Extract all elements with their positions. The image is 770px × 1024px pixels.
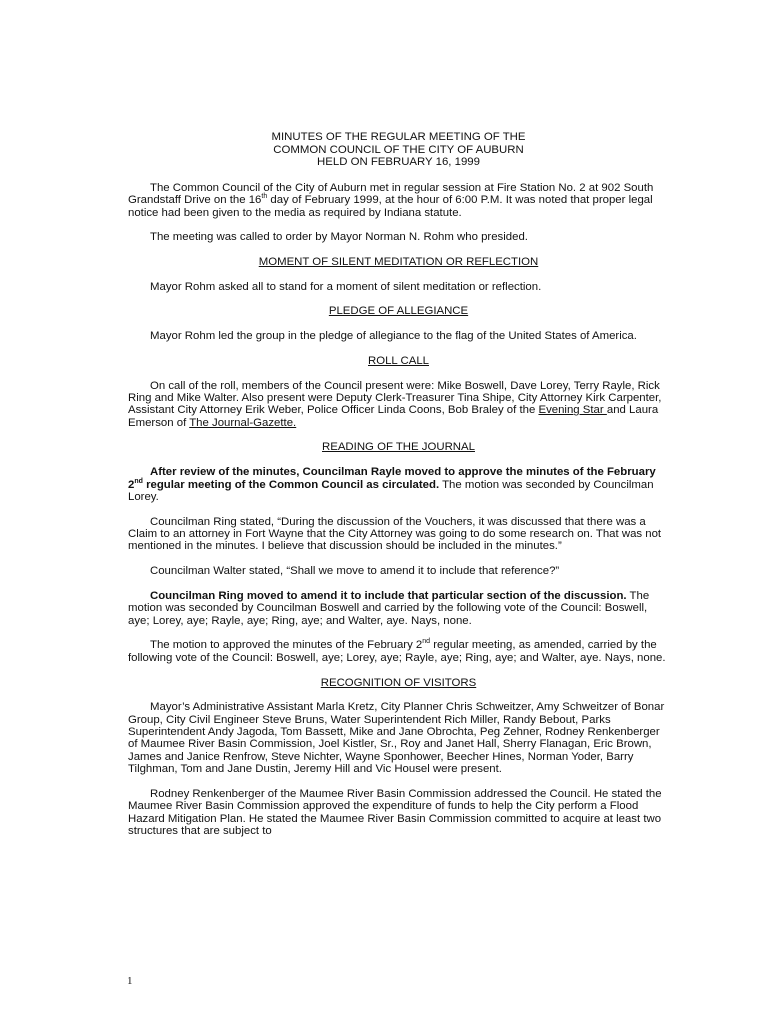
- newspaper-evening-star: Evening Star: [538, 404, 607, 417]
- title-line-1: MINUTES OF THE REGULAR MEETING OF THE: [271, 131, 526, 143]
- title-line-2: COMMON COUNCIL OF THE CITY OF AUBURN: [273, 143, 524, 156]
- paragraph-call-to-order: The meeting was called to order by Mayor Norman N. Rohm who presided.: [150, 231, 528, 244]
- heading-pledge: PLEDGE OF ALLEGIANCE: [328, 305, 469, 318]
- heading-visitors: RECOGNITION OF VISITORS: [320, 676, 477, 689]
- paragraph-silent-meditation: Mayor Rohm asked all to stand for a moment of silent meditation or reflection.: [150, 280, 542, 293]
- paragraph-pledge: Mayor Rohm led the group in the pledge of allegiance to the flag of the United States of America.: [150, 330, 637, 343]
- newspaper-journal-gazette: The Journal-Gazette.: [189, 416, 297, 429]
- title-line-3: HELD ON FEBRUARY 16, 1999: [317, 156, 480, 169]
- page-number: 1: [127, 975, 133, 987]
- paragraph-ring-statement: Councilman Ring stated, “During the discussion of the Vouchers, it was discussed that there was a Claim to an attorney in Fort Wayne that the City Attorney was going to do some research on. That was not mentioned in the minutes. I believe that discussion should be included in the minutes.”: [128, 515, 662, 553]
- heading-roll-call: ROLL CALL: [368, 354, 429, 367]
- paragraph-amended-approval: The motion to approved the minutes of the February 2nd regular meeting, as amended, carried by the following vote of the Council: Boswell, aye; Lorey, aye; Rayle, aye; Ring, aye; and Walter, aye. Nays, none.: [128, 638, 666, 664]
- paragraph-amend-motion: Councilman Ring moved to amend it to include that particular section of the discussion. The motion was seconded by Councilman Boswell and carried by the following vote of the Council: Boswell, aye; Lorey, aye; Rayle, aye; Ring, aye; and Walter, aye. Nays, none.: [128, 589, 650, 627]
- paragraph-walter-statement: Councilman Walter stated, “Shall we move to amend it to include that reference?”: [150, 565, 560, 578]
- paragraph-opening: The Common Council of the City of Auburn met in regular session at Fire Station No. 2 at 902 South Grandstaff Drive on the 16th day of February 1999, at the hour of 6:00 P.M. It was noted that proper legal notice had been given to the media as required by Indiana statute.: [128, 181, 654, 219]
- document-title: [128, 131, 669, 169]
- document-page: [128, 131, 669, 850]
- paragraph-renkenberger: Rodney Renkenberger of the Maumee River Basin Commission addressed the Council. He stated the Maumee River Basin Commission approved the expenditure of funds to help the City perform a Flood Hazard Mitigation Plan. He stated the Maumee River Basin Commission committed to acquire at least two structures that are subject to: [128, 787, 662, 838]
- paragraph-visitors: Mayor’s Administrative Assistant Marla Kretz, City Planner Chris Schweitzer, Amy Schweitzer of Bonar Group, City Civil Engineer Steve Bruns, Water Superintendent Rich Miller, Randy Bebout, Parks Superintendent Andy Jagoda, Tom Bassett, Mike and Jane Obrochta, Peg Zehner, Rodney Renkenberger of Maumee River Basin Commission, Joel Kistler, Sr., Roy and Janet Hall, Sherry Flanagan, Eric Brown, James and Janice Renfrow, Steve Nichter, Wayne Sponhower, Beecher Hines, Norman Yoder, Barry Tilghman, Tom and Jane Dustin, Jeremy Hill and Vic Housel were present.: [128, 701, 665, 776]
- paragraph-roll-call: On call of the roll, members of the Council present were: Mike Boswell, Dave Lorey, Terry Rayle, Rick Ring and Mike Walter. Also present were Deputy Clerk-Treasurer Tina Shipe, City Attorney Kirk Carpenter, Assistant City Attorney Erik Weber, Police Officer Linda Coons, Bob Braley of the Evening Star and Laura Emerson of The Journal-Gazette.: [128, 379, 662, 429]
- heading-reading-journal: READING OF THE JOURNAL: [322, 441, 475, 454]
- paragraph-approve-motion: After review of the minutes, Councilman Rayle moved to approve the minutes of the February 2nd regular meeting of the Common Council as circulated. The motion was seconded by Councilman Lorey.: [128, 466, 656, 503]
- heading-silent-meditation: MOMENT OF SILENT MEDITATION OR REFLECTION: [258, 256, 539, 268]
